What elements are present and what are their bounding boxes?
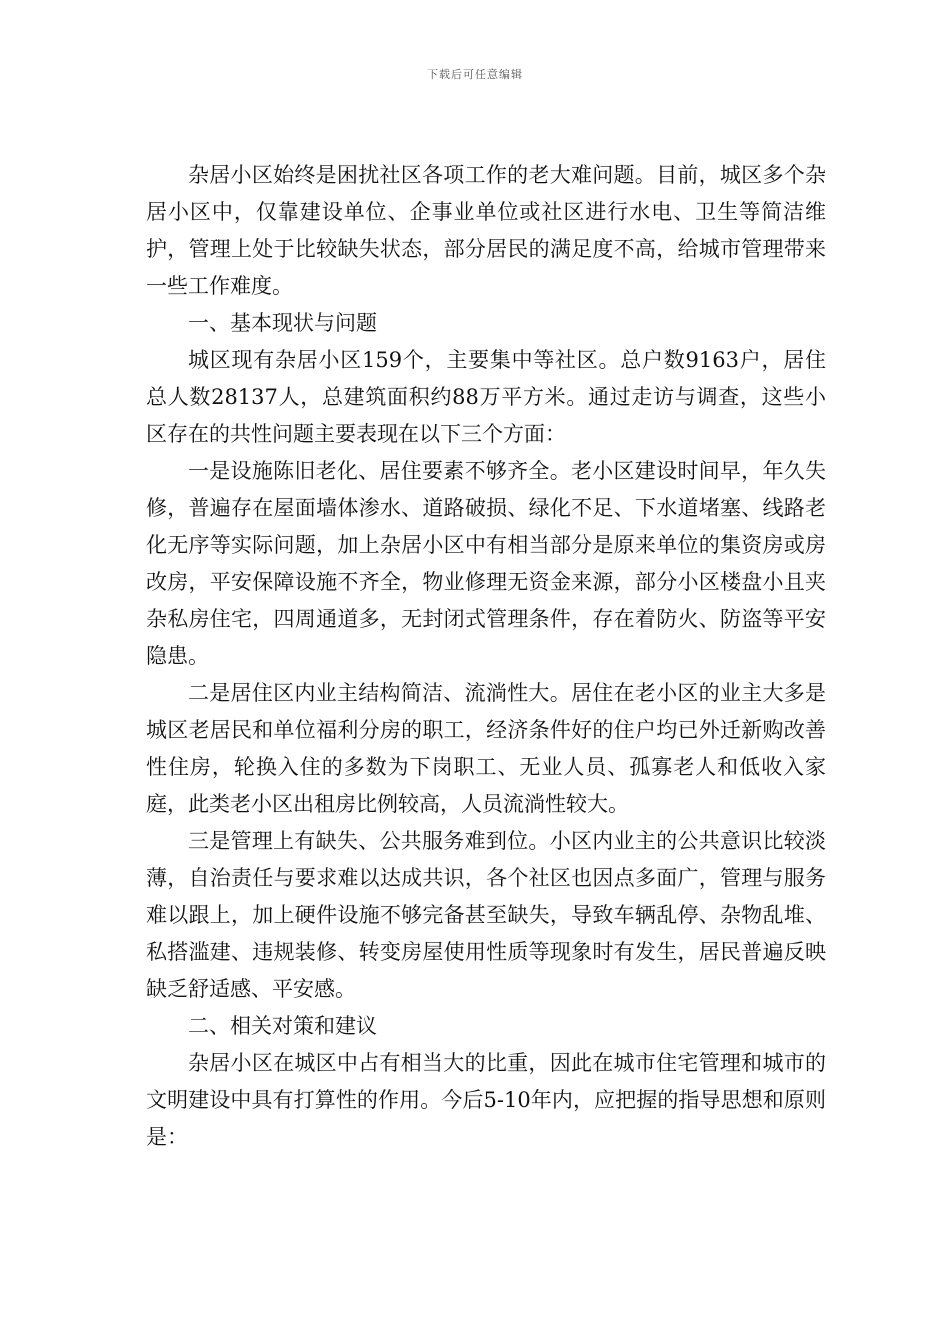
paragraph-intro: 杂居小区始终是困扰社区各项工作的老大难问题。目前，城区多个杂居小区中，仅靠建设单位、企事业单位或社区进行水电、卫生等简洁维护，管理上处于比较缺失状态，部分居民的满足度不高，给城市管理带来一些工作难度。 bbox=[146, 163, 826, 298]
section-heading-status: 一、基本现状与问题 bbox=[188, 311, 377, 335]
paragraph-issue-management: 三是管理上有缺失、公共服务难到位。小区内业主的公共意识比较淡薄，自治责任与要求难以达成共识，各个社区也因点多面广，管理与服务难以跟上，加上硬件设施不够完备甚至缺失，导致车辆乱停、杂物乱堆、私搭滥建、违规装修、转变房屋使用性质等现象时有发生，居民普遍反映缺乏舒适感、平安感。 bbox=[146, 829, 826, 1001]
paragraph-overview: 城区现有杂居小区159个，主要集中等社区。总户数9163户，居住总人数28137人，总建筑面积约88万平方米。通过走访与调查，这些小区存在的共性问题主要表现在以下三个方面： bbox=[146, 348, 826, 446]
paragraph-issue-facilities: 一是设施陈旧老化、居住要素不够齐全。老小区建设时间早，年久失修，普遍存在屋面墙体渗水、道路破损、绿化不足、下水道堵塞、线路老化无序等实际问题，加上杂居小区中有相当部分是原来单位的集资房或房改房，平安保障设施不齐全，物业修理无资金来源，部分小区楼盘小且夹杂私房住宅，四周通道多，无封闭式管理条件，存在着防火、防盗等平安隐患。 bbox=[146, 459, 826, 668]
section-heading-measures: 二、相关对策和建议 bbox=[188, 1014, 377, 1038]
paragraph-guidelines: 杂居小区在城区中占有相当大的比重，因此在城市住宅管理和城市的文明建设中具有打算性的作用。今后5-10年内，应把握的指导思想和原则是： bbox=[146, 1051, 826, 1149]
paragraph-issue-residents: 二是居住区内业主结构简洁、流淌性大。居住在老小区的业主大多是城区老居民和单位福利分房的职工，经济条件好的住户均已外迁新购改善性住房，轮换入住的多数为下岗职工、无业人员、孤寡老人和低收入家庭，此类老小区出租房比例较高，人员流淌性较大。 bbox=[146, 681, 826, 816]
page-header-note: 下载后可任意编辑 bbox=[427, 68, 523, 81]
document-body bbox=[146, 157, 826, 1156]
